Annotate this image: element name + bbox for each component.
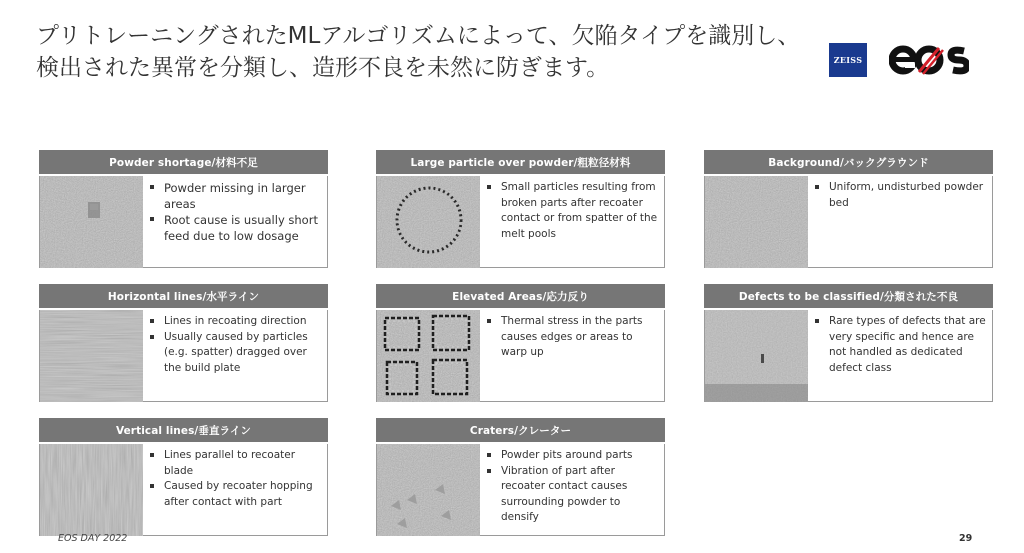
card-body [376,176,665,268]
card-title: Vertical lines/垂直ライン [39,418,328,442]
defect-card-large-particle [376,150,665,268]
defect-card-powder-shortage [39,150,328,268]
bullet-item: Vibration of part after recoater contact causes surrounding powder to densify [483,464,660,526]
card-body [39,444,328,536]
footer-event-label: EOS DAY 2022 [58,533,128,544]
card-bullets [146,180,323,244]
card-body [704,176,993,268]
slide-title-line-1: プリトレーニングされたMLアルゴリズムによって、欠陥タイプを識別し、 [36,23,801,49]
bullet-item: Thermal stress in the parts causes edges or areas to warp up [483,314,660,361]
bullet-item: Usually caused by particles (e.g. spatter) dragged over the build plate [146,330,323,377]
bullet-item: Powder missing in larger areas [146,180,323,212]
defect-card-craters [376,418,665,536]
bullet-item: Root cause is usually short feed due to low dosage [146,212,323,244]
zeiss-logo [829,43,867,77]
card-bullets [811,180,988,211]
defect-card-elevated-areas [376,284,665,402]
bullet-item: Lines in recoating direction [146,314,323,330]
card-body [39,310,328,402]
vertical-lines-sample-image [40,444,143,536]
page-number: 29 [959,533,973,544]
powder-shortage-sample-image [40,176,143,268]
card-bullets [483,180,660,242]
defect-card-horizontal-lines [39,284,328,402]
elevated-areas-sample-image [377,310,480,402]
unclassified-defect-sample-image [705,310,808,402]
card-bullets [483,448,660,526]
defect-card-to-be-classified [704,284,993,402]
card-title: Craters/クレーター [376,418,665,442]
bullet-item: Powder pits around parts [483,448,660,464]
eos-logo [889,38,969,82]
background-sample-image [705,176,808,268]
card-bullets [811,314,988,376]
card-title: Defects to be classified/分類された不良 [704,284,993,308]
large-particle-sample-image [377,176,480,268]
card-body [376,444,665,536]
card-title: Powder shortage/材料不足 [39,150,328,174]
card-title: Background/バックグラウンド [704,150,993,174]
zeiss-logo-text: ZEISS [833,55,863,65]
defect-card-background [704,150,993,268]
card-body [376,310,665,402]
card-bullets [146,314,323,376]
defect-card-vertical-lines [39,418,328,536]
horizontal-lines-sample-image [40,310,143,402]
bullet-item: Lines parallel to recoater blade [146,448,323,479]
bullet-item: Uniform, undisturbed powder bed [811,180,988,211]
card-bullets [146,448,323,510]
slide-title [36,20,806,84]
bullet-item: Caused by recoater hopping after contact with part [146,479,323,510]
bullet-item: Small particles resulting from broken parts after recoater contact or from spatter of the melt pools [483,180,660,242]
card-bullets [483,314,660,361]
slide-title-line-2: 検出された異常を分類し、造形不良を未然に防ぎます。 [36,55,610,81]
bullet-item: Rare types of defects that are very specific and hence are not handled as dedicated defect class [811,314,988,376]
craters-sample-image [377,444,480,536]
card-title: Horizontal lines/水平ライン [39,284,328,308]
card-body [704,310,993,402]
card-body [39,176,328,268]
card-title: Elevated Areas/応力反り [376,284,665,308]
card-title: Large particle over powder/粗粒径材料 [376,150,665,174]
